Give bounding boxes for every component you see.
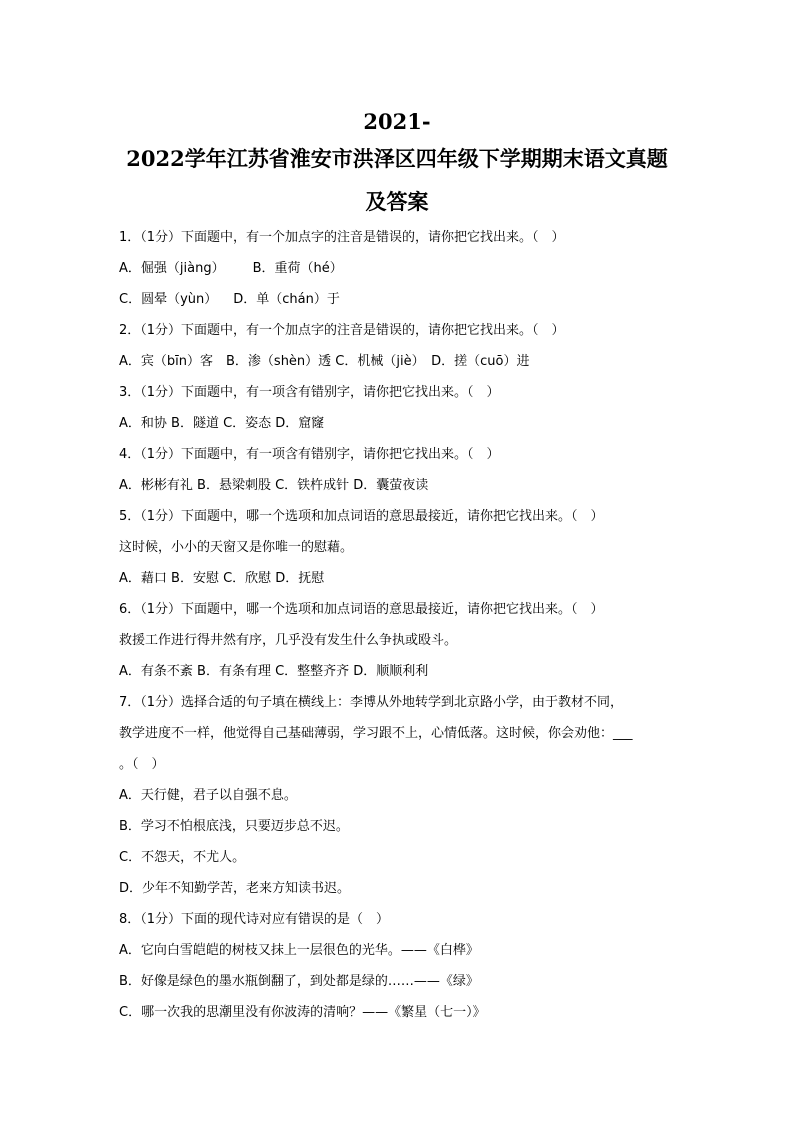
question-1-option-d: D．单（chán）于 [233,292,340,307]
question-2-options: A．宾（bīn）客 B．渗（shèn）透 C．机械（jiè） D．搓（cuō）进 [119,354,530,369]
question-2-stem: 2．（1分）下面题中，有一个加点字的注音是错误的，请你把它找出来。（ ） [119,323,565,338]
question-4-options: A．彬彬有礼 B．悬梁刺股 C．铁杵成针 D．囊萤夜读 [119,478,429,493]
question-8-option-c: C．哪一次我的思潮里没有你波涛的清响？——《繁星（七一）》 [119,1005,486,1020]
question-7-option-c: C．不怨天，不尤人。 [119,850,246,865]
question-1-stem: 1．（1分）下面题中，有一个加点字的注音是错误的，请你把它找出来。（ ） [119,230,565,245]
question-7-stem-line-3: 。（ ） [119,757,165,772]
question-8-option-b: B．好像是绿色的墨水瓶倒翻了，到处都是绿的……——《绿》 [119,974,479,989]
question-5-sentence: 这时候，小小的天窗又是你唯一的慰藉。 [119,540,354,555]
question-4-stem: 4．（1分）下面题中，有一项含有错别字，请你把它找出来。（ ） [119,447,500,462]
question-1-options-row-1 [119,260,343,278]
page-title-line-2: 2022学年江苏省淮安市洪泽区四年级下学期期末语文真题 [126,146,668,171]
question-1-option-b: B．重荷（hé） [252,261,343,276]
question-5-stem: 5．（1分）下面题中，哪一个选项和加点词语的意思最接近，请你把它找出来。（ ） [119,509,604,524]
question-7-stem-line-2: 教学进度不一样，他觉得自己基础薄弱，学习跟不上，心情低落。这时候，你会劝他：___ [119,726,633,741]
question-1-option-c: C．圆晕（yùn） [119,292,218,307]
question-7-option-b: B．学习不怕根底浅，只要迈步总不迟。 [119,819,349,834]
question-7-option-d: D．少年不知勤学苦，老来方知读书迟。 [119,881,351,896]
question-5-options: A．藉口 B．安慰 C．欣慰 D．抚慰 [119,571,325,586]
question-7-stem-line-1: 7．（1分）选择合适的句子填在横线上：李博从外地转学到北京路小学，由于教材不同， [119,695,624,710]
question-6-sentence: 救援工作进行得井然有序，几乎没有发生什么争执或殴斗。 [119,633,458,648]
question-6-stem: 6．（1分）下面题中，哪一个选项和加点词语的意思最接近，请你把它找出来。（ ） [119,602,604,617]
question-8-stem: 8．（1分）下面的现代诗对应有错误的是（ ） [119,912,390,927]
page-title-line-3: 及答案 [365,189,429,214]
question-7-option-a: A．天行健，君子以自强不息。 [119,788,297,803]
question-3-options: A．和协 B．隧道 C．姿态 D．窟窿 [119,416,325,431]
question-3-stem: 3．（1分）下面题中，有一项含有错别字，请你把它找出来。（ ） [119,385,500,400]
question-8-option-a: A．它向白雪皑皑的树枝又抹上一层很色的光华。——《白桦》 [119,943,479,958]
question-1-option-a: A．倔强（jiàng） [119,261,225,276]
page-title-line-1: 2021- [363,109,431,134]
question-6-options: A．有条不紊 B．有条有理 C．整整齐齐 D．顺顺利利 [119,664,429,679]
question-1-options-row-2 [119,291,340,309]
